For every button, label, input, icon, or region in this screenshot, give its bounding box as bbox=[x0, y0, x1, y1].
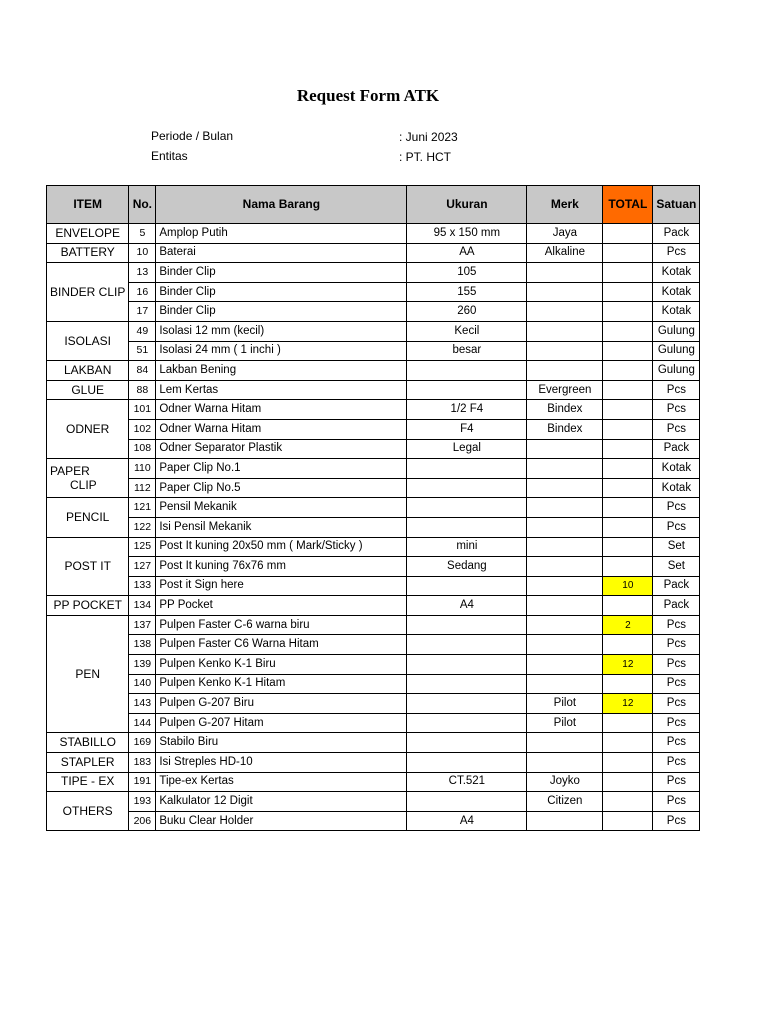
no-cell: 137 bbox=[129, 615, 156, 635]
no-cell: 102 bbox=[129, 419, 156, 439]
nama-barang-cell: Amplop Putih bbox=[156, 224, 407, 244]
total-cell bbox=[603, 263, 653, 283]
nama-barang-cell: Post It kuning 76x76 mm bbox=[156, 557, 407, 577]
merk-cell bbox=[527, 459, 603, 479]
nama-barang-cell: Pensil Mekanik bbox=[156, 498, 407, 518]
ukuran-cell: 155 bbox=[407, 282, 527, 302]
satuan-cell: Set bbox=[653, 557, 700, 577]
merk-cell bbox=[527, 498, 603, 518]
table-row bbox=[47, 674, 700, 694]
ukuran-cell: Sedang bbox=[407, 557, 527, 577]
merk-cell bbox=[527, 302, 603, 322]
total-cell bbox=[603, 341, 653, 361]
item-category-cell: POST IT bbox=[47, 537, 129, 596]
nama-barang-cell: PP Pocket bbox=[156, 596, 407, 616]
satuan-cell: Pcs bbox=[653, 694, 700, 714]
table-row bbox=[47, 557, 700, 577]
satuan-cell: Gulung bbox=[653, 321, 700, 341]
table-row bbox=[47, 615, 700, 635]
total-cell bbox=[603, 772, 653, 792]
nama-barang-cell: Binder Clip bbox=[156, 282, 407, 302]
table-row bbox=[47, 694, 700, 714]
total-cell bbox=[603, 537, 653, 557]
nama-barang-cell: Lem Kertas bbox=[156, 380, 407, 400]
merk-cell bbox=[527, 361, 603, 381]
table-row bbox=[47, 713, 700, 733]
merk-cell bbox=[527, 674, 603, 694]
table-row bbox=[47, 361, 700, 381]
table-row bbox=[47, 224, 700, 244]
nama-barang-cell: Kalkulator 12 Digit bbox=[156, 792, 407, 812]
nama-barang-cell: Pulpen Faster C-6 warna biru bbox=[156, 615, 407, 635]
total-cell bbox=[603, 713, 653, 733]
satuan-cell: Pack bbox=[653, 596, 700, 616]
no-cell: 49 bbox=[129, 321, 156, 341]
total-cell bbox=[603, 380, 653, 400]
no-cell: 133 bbox=[129, 576, 156, 596]
no-cell: 110 bbox=[129, 459, 156, 479]
nama-barang-cell: Baterai bbox=[156, 243, 407, 263]
header-ukuran: Ukuran bbox=[407, 186, 527, 224]
periode-value: : Juni 2023 bbox=[399, 130, 458, 144]
total-cell bbox=[603, 400, 653, 420]
nama-barang-cell: Pulpen G-207 Biru bbox=[156, 694, 407, 714]
table-header-row bbox=[47, 186, 700, 224]
table-row bbox=[47, 733, 700, 753]
ukuran-cell bbox=[407, 694, 527, 714]
request-table bbox=[46, 185, 700, 831]
nama-barang-cell: Isolasi 24 mm ( 1 inchi ) bbox=[156, 341, 407, 361]
total-cell bbox=[603, 478, 653, 498]
table-row bbox=[47, 380, 700, 400]
no-cell: 144 bbox=[129, 713, 156, 733]
nama-barang-cell: Isi Pensil Mekanik bbox=[156, 517, 407, 537]
nama-barang-cell: Tipe-ex Kertas bbox=[156, 772, 407, 792]
ukuran-cell bbox=[407, 733, 527, 753]
table-row bbox=[47, 655, 700, 675]
total-cell bbox=[603, 753, 653, 773]
table-row bbox=[47, 263, 700, 283]
nama-barang-cell: Pulpen G-207 Hitam bbox=[156, 713, 407, 733]
total-cell bbox=[603, 635, 653, 655]
table-row bbox=[47, 321, 700, 341]
table-row bbox=[47, 811, 700, 831]
satuan-cell: Pcs bbox=[653, 419, 700, 439]
ukuran-cell: 260 bbox=[407, 302, 527, 322]
ukuran-cell: Legal bbox=[407, 439, 527, 459]
ukuran-cell: besar bbox=[407, 341, 527, 361]
no-cell: 13 bbox=[129, 263, 156, 283]
total-cell: 2 bbox=[603, 615, 653, 635]
satuan-cell: Pcs bbox=[653, 517, 700, 537]
nama-barang-cell: Paper Clip No.1 bbox=[156, 459, 407, 479]
merk-cell bbox=[527, 811, 603, 831]
satuan-cell: Pack bbox=[653, 224, 700, 244]
ukuran-cell: CT.521 bbox=[407, 772, 527, 792]
total-cell bbox=[603, 361, 653, 381]
merk-cell: Jaya bbox=[527, 224, 603, 244]
merk-cell bbox=[527, 557, 603, 577]
satuan-cell: Pcs bbox=[653, 772, 700, 792]
merk-cell: Pilot bbox=[527, 713, 603, 733]
item-category-cell: OTHERS bbox=[47, 792, 129, 831]
nama-barang-cell: Buku Clear Holder bbox=[156, 811, 407, 831]
satuan-cell: Pack bbox=[653, 439, 700, 459]
item-category-cell: STABILLO bbox=[47, 733, 129, 753]
total-cell bbox=[603, 733, 653, 753]
merk-cell bbox=[527, 517, 603, 537]
nama-barang-cell: Binder Clip bbox=[156, 302, 407, 322]
ukuran-cell bbox=[407, 361, 527, 381]
merk-cell bbox=[527, 753, 603, 773]
no-cell: 143 bbox=[129, 694, 156, 714]
ukuran-cell bbox=[407, 713, 527, 733]
item-category-cell: PEN bbox=[47, 615, 129, 733]
item-category-cell: PP POCKET bbox=[47, 596, 129, 616]
total-cell bbox=[603, 282, 653, 302]
table-row bbox=[47, 439, 700, 459]
no-cell: 5 bbox=[129, 224, 156, 244]
nama-barang-cell: Odner Warna Hitam bbox=[156, 400, 407, 420]
satuan-cell: Pcs bbox=[653, 733, 700, 753]
total-cell bbox=[603, 517, 653, 537]
no-cell: 112 bbox=[129, 478, 156, 498]
header-merk: Merk bbox=[527, 186, 603, 224]
nama-barang-cell: Binder Clip bbox=[156, 263, 407, 283]
merk-cell: Bindex bbox=[527, 400, 603, 420]
header-item: ITEM bbox=[47, 186, 129, 224]
satuan-cell: Pack bbox=[653, 576, 700, 596]
merk-cell bbox=[527, 341, 603, 361]
item-category-cell: STAPLER bbox=[47, 753, 129, 773]
table-body bbox=[47, 224, 700, 831]
header-no: No. bbox=[129, 186, 156, 224]
ukuran-cell bbox=[407, 517, 527, 537]
merk-cell bbox=[527, 615, 603, 635]
no-cell: 138 bbox=[129, 635, 156, 655]
satuan-cell: Pcs bbox=[653, 380, 700, 400]
merk-cell bbox=[527, 635, 603, 655]
ukuran-cell bbox=[407, 576, 527, 596]
total-cell bbox=[603, 557, 653, 577]
merk-cell bbox=[527, 537, 603, 557]
no-cell: 140 bbox=[129, 674, 156, 694]
satuan-cell: Kotak bbox=[653, 263, 700, 283]
table-row bbox=[47, 478, 700, 498]
no-cell: 127 bbox=[129, 557, 156, 577]
merk-cell: Alkaline bbox=[527, 243, 603, 263]
no-cell: 84 bbox=[129, 361, 156, 381]
satuan-cell: Kotak bbox=[653, 478, 700, 498]
satuan-cell: Pcs bbox=[653, 674, 700, 694]
merk-cell bbox=[527, 733, 603, 753]
table-row bbox=[47, 517, 700, 537]
merk-cell bbox=[527, 263, 603, 283]
ukuran-cell: 105 bbox=[407, 263, 527, 283]
table-row bbox=[47, 419, 700, 439]
merk-cell: Bindex bbox=[527, 419, 603, 439]
ukuran-cell: A4 bbox=[407, 811, 527, 831]
table-row bbox=[47, 635, 700, 655]
total-cell bbox=[603, 224, 653, 244]
table-row bbox=[47, 576, 700, 596]
table-row bbox=[47, 537, 700, 557]
item-category-cell: GLUE bbox=[47, 380, 129, 400]
nama-barang-cell: Isolasi 12 mm (kecil) bbox=[156, 321, 407, 341]
table-row bbox=[47, 400, 700, 420]
nama-barang-cell: Post It kuning 20x50 mm ( Mark/Sticky ) bbox=[156, 537, 407, 557]
table-row bbox=[47, 596, 700, 616]
no-cell: 139 bbox=[129, 655, 156, 675]
ukuran-cell: 1/2 F4 bbox=[407, 400, 527, 420]
satuan-cell: Pcs bbox=[653, 243, 700, 263]
ukuran-cell bbox=[407, 635, 527, 655]
nama-barang-cell: Paper Clip No.5 bbox=[156, 478, 407, 498]
nama-barang-cell: Pulpen Kenko K-1 Hitam bbox=[156, 674, 407, 694]
ukuran-cell: 95 x 150 mm bbox=[407, 224, 527, 244]
ukuran-cell bbox=[407, 753, 527, 773]
entitas-label: Entitas bbox=[151, 149, 188, 163]
satuan-cell: Kotak bbox=[653, 459, 700, 479]
merk-cell bbox=[527, 478, 603, 498]
no-cell: 169 bbox=[129, 733, 156, 753]
ukuran-cell bbox=[407, 478, 527, 498]
no-cell: 121 bbox=[129, 498, 156, 518]
nama-barang-cell: Stabilo Biru bbox=[156, 733, 407, 753]
no-cell: 10 bbox=[129, 243, 156, 263]
merk-cell bbox=[527, 576, 603, 596]
merk-cell bbox=[527, 655, 603, 675]
table-row bbox=[47, 792, 700, 812]
ukuran-cell bbox=[407, 380, 527, 400]
total-cell bbox=[603, 498, 653, 518]
item-category-cell: ODNER bbox=[47, 400, 129, 459]
total-cell: 12 bbox=[603, 694, 653, 714]
item-category-cell: TIPE - EX bbox=[47, 772, 129, 792]
total-cell: 10 bbox=[603, 576, 653, 596]
total-cell bbox=[603, 302, 653, 322]
no-cell: 206 bbox=[129, 811, 156, 831]
no-cell: 16 bbox=[129, 282, 156, 302]
total-cell bbox=[603, 596, 653, 616]
item-category-cell: PAPER CLIP bbox=[47, 459, 129, 498]
ukuran-cell: Kecil bbox=[407, 321, 527, 341]
ukuran-cell: F4 bbox=[407, 419, 527, 439]
table-row bbox=[47, 772, 700, 792]
total-cell bbox=[603, 811, 653, 831]
no-cell: 125 bbox=[129, 537, 156, 557]
entitas-value: : PT. HCT bbox=[399, 150, 452, 164]
merk-cell bbox=[527, 596, 603, 616]
satuan-cell: Pcs bbox=[653, 792, 700, 812]
header-nama-barang: Nama Barang bbox=[156, 186, 407, 224]
periode-label: Periode / Bulan bbox=[151, 129, 234, 143]
table-row bbox=[47, 459, 700, 479]
satuan-cell: Gulung bbox=[653, 341, 700, 361]
ukuran-cell: AA bbox=[407, 243, 527, 263]
merk-cell: Citizen bbox=[527, 792, 603, 812]
no-cell: 51 bbox=[129, 341, 156, 361]
no-cell: 193 bbox=[129, 792, 156, 812]
nama-barang-cell: Odner Separator Plastik bbox=[156, 439, 407, 459]
satuan-cell: Pcs bbox=[653, 655, 700, 675]
page-title: Request Form ATK bbox=[296, 86, 440, 105]
total-cell bbox=[603, 419, 653, 439]
item-category-cell: BATTERY bbox=[47, 243, 129, 263]
total-cell: 12 bbox=[603, 655, 653, 675]
table-row bbox=[47, 302, 700, 322]
merk-cell: Joyko bbox=[527, 772, 603, 792]
item-category-cell: ISOLASI bbox=[47, 321, 129, 360]
no-cell: 101 bbox=[129, 400, 156, 420]
ukuran-cell bbox=[407, 655, 527, 675]
satuan-cell: Set bbox=[653, 537, 700, 557]
nama-barang-cell: Odner Warna Hitam bbox=[156, 419, 407, 439]
total-cell bbox=[603, 321, 653, 341]
no-cell: 183 bbox=[129, 753, 156, 773]
nama-barang-cell: Pulpen Kenko K-1 Biru bbox=[156, 655, 407, 675]
table-row bbox=[47, 498, 700, 518]
item-category-cell: LAKBAN bbox=[47, 361, 129, 381]
table-row bbox=[47, 341, 700, 361]
satuan-cell: Pcs bbox=[653, 615, 700, 635]
item-category-cell: BINDER CLIP bbox=[47, 263, 129, 322]
nama-barang-cell: Post it Sign here bbox=[156, 576, 407, 596]
ukuran-cell bbox=[407, 615, 527, 635]
nama-barang-cell: Pulpen Faster C6 Warna Hitam bbox=[156, 635, 407, 655]
no-cell: 134 bbox=[129, 596, 156, 616]
ukuran-cell bbox=[407, 498, 527, 518]
total-cell bbox=[603, 439, 653, 459]
satuan-cell: Pcs bbox=[653, 753, 700, 773]
nama-barang-cell: Lakban Bening bbox=[156, 361, 407, 381]
satuan-cell: Kotak bbox=[653, 282, 700, 302]
total-cell bbox=[603, 674, 653, 694]
merk-cell: Evergreen bbox=[527, 380, 603, 400]
merk-cell bbox=[527, 439, 603, 459]
satuan-cell: Pcs bbox=[653, 811, 700, 831]
ukuran-cell bbox=[407, 792, 527, 812]
table-row bbox=[47, 243, 700, 263]
nama-barang-cell: Isi Streples HD-10 bbox=[156, 753, 407, 773]
ukuran-cell: A4 bbox=[407, 596, 527, 616]
satuan-cell: Pcs bbox=[653, 635, 700, 655]
total-cell bbox=[603, 792, 653, 812]
satuan-cell: Pcs bbox=[653, 400, 700, 420]
total-cell bbox=[603, 243, 653, 263]
no-cell: 122 bbox=[129, 517, 156, 537]
ukuran-cell: mini bbox=[407, 537, 527, 557]
item-category-cell: ENVELOPE bbox=[47, 224, 129, 244]
satuan-cell: Kotak bbox=[653, 302, 700, 322]
no-cell: 88 bbox=[129, 380, 156, 400]
satuan-cell: Pcs bbox=[653, 713, 700, 733]
no-cell: 108 bbox=[129, 439, 156, 459]
merk-cell bbox=[527, 282, 603, 302]
ukuran-cell bbox=[407, 674, 527, 694]
no-cell: 17 bbox=[129, 302, 156, 322]
table-row bbox=[47, 753, 700, 773]
header-total: TOTAL bbox=[603, 186, 653, 224]
ukuran-cell bbox=[407, 459, 527, 479]
merk-cell: Pilot bbox=[527, 694, 603, 714]
total-cell bbox=[603, 459, 653, 479]
satuan-cell: Pcs bbox=[653, 498, 700, 518]
item-category-cell: PENCIL bbox=[47, 498, 129, 537]
no-cell: 191 bbox=[129, 772, 156, 792]
satuan-cell: Gulung bbox=[653, 361, 700, 381]
header-satuan: Satuan bbox=[653, 186, 700, 224]
merk-cell bbox=[527, 321, 603, 341]
table-row bbox=[47, 282, 700, 302]
